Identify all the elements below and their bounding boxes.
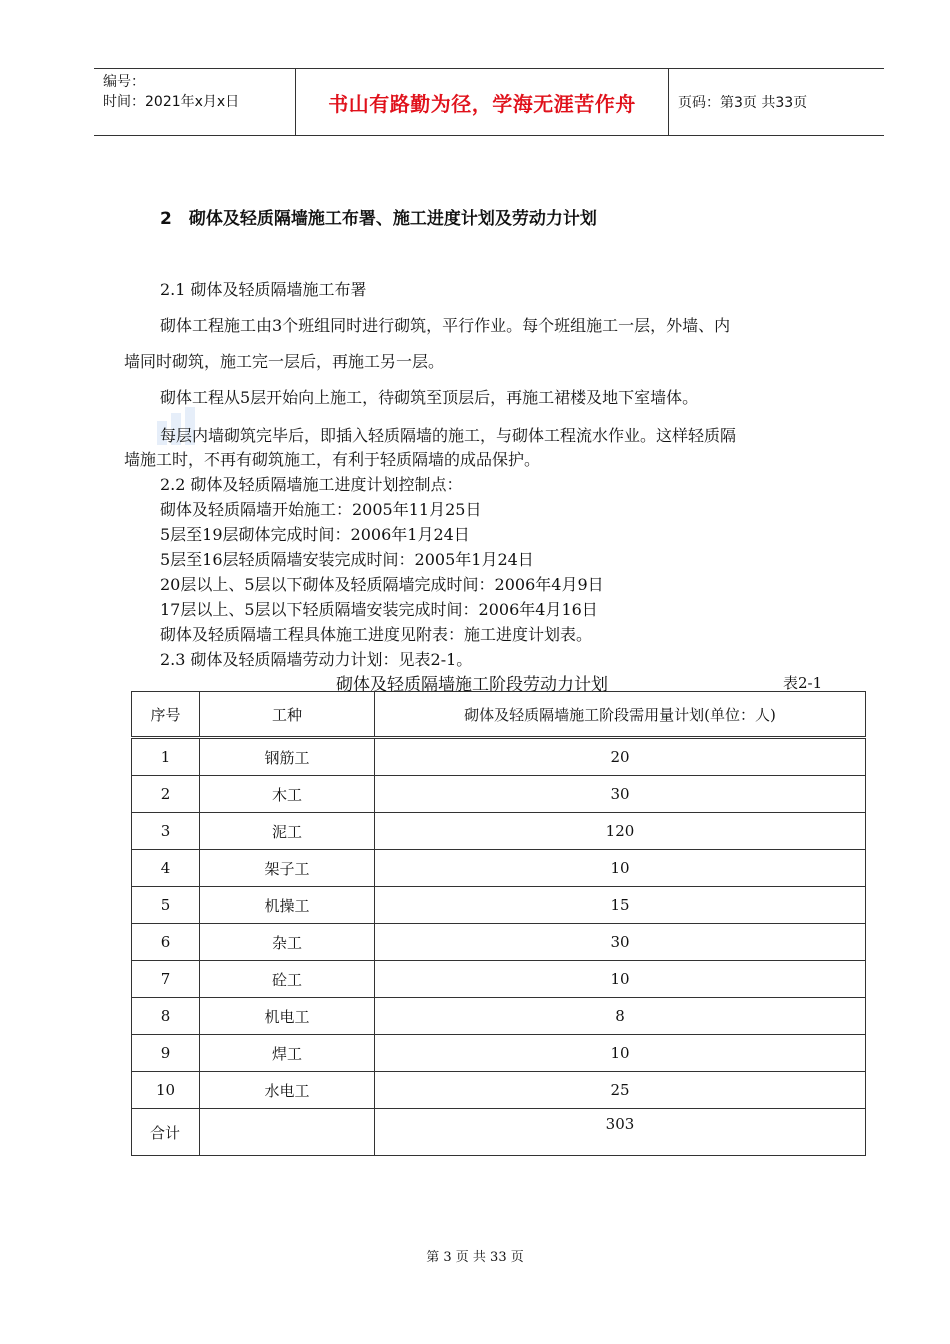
- row-index: 7: [132, 961, 200, 998]
- para1-line1: 砌体工程施工由3个班组同时进行砌筑，平行作业。每个班组施工一层，外墙、内: [160, 316, 731, 335]
- row-quantity: 120: [375, 813, 866, 850]
- page-footer: 第 3 页 共 33 页: [426, 1250, 524, 1265]
- row-index: 4: [132, 850, 200, 887]
- row-quantity: 30: [375, 776, 866, 813]
- header-motto: 书山有路勤为径，学海无涯苦作舟: [328, 92, 636, 116]
- milestone-item: 17层以上、5层以下轻质隔墙安装完成时间：2006年4月16日: [160, 600, 598, 619]
- table-total-row: [132, 1109, 866, 1156]
- row-index: 10: [132, 1072, 200, 1109]
- para2: 砌体工程从5层开始向上施工，待砌筑至顶层后，再施工裙楼及地下室墙体。: [160, 388, 699, 407]
- row-trade: 木工: [200, 776, 375, 813]
- milestone-item: 5层至19层砌体完成时间：2006年1月24日: [160, 525, 470, 544]
- milestone-item: 砌体及轻质隔墙开始施工：2005年11月25日: [160, 500, 482, 519]
- row-quantity: 25: [375, 1072, 866, 1109]
- row-trade: 焊工: [200, 1035, 375, 1072]
- para3-line1: 每层内墙砌筑完毕后，即插入轻质隔墙的施工，与砌体工程流水作业。这样轻质隔: [160, 426, 737, 445]
- milestone-item: 砌体及轻质隔墙工程具体施工进度见附表：施工进度计划表。: [160, 625, 593, 644]
- row-trade: 钢筋工: [200, 738, 375, 776]
- header-divider-right: [668, 68, 669, 135]
- subsection-2-3-title: 2.3 砌体及轻质隔墙劳动力计划：见表2-1。: [160, 650, 473, 669]
- row-trade: 砼工: [200, 961, 375, 998]
- total-empty-cell: [200, 1109, 375, 1156]
- table-row: [132, 850, 866, 887]
- table-caption: 砌体及轻质隔墙施工阶段劳动力计划: [336, 675, 608, 695]
- table-row: [132, 924, 866, 961]
- row-quantity: 20: [375, 738, 866, 776]
- subsection-2-2-title: 2.2 砌体及轻质隔墙施工进度计划控制点：: [160, 475, 463, 494]
- row-trade: 泥工: [200, 813, 375, 850]
- para3-line2: 墙施工时，不再有砌筑施工，有利于轻质隔墙的成品保护。: [124, 450, 541, 469]
- row-trade: 杂工: [200, 924, 375, 961]
- header-cell-quantity: 砌体及轻质隔墙施工阶段需用量计划(单位：人): [375, 692, 866, 738]
- table-row: [132, 1035, 866, 1072]
- header-bottom-rule: [94, 135, 884, 136]
- total-value: 303: [375, 1109, 866, 1156]
- row-index: 2: [132, 776, 200, 813]
- table-row: [132, 1072, 866, 1109]
- header-number-label: 编号：: [103, 74, 145, 90]
- section-title: 2 砌体及轻质隔墙施工布署、施工进度计划及劳动力计划: [160, 209, 597, 229]
- header-cell-index: 序号: [132, 692, 200, 738]
- row-index: 1: [132, 738, 200, 776]
- table-row: [132, 961, 866, 998]
- row-index: 8: [132, 998, 200, 1035]
- row-quantity: 30: [375, 924, 866, 961]
- labor-plan-table: [131, 691, 866, 1156]
- row-index: 6: [132, 924, 200, 961]
- table-row: [132, 738, 866, 776]
- header-meta: [103, 72, 239, 112]
- row-quantity: 10: [375, 1035, 866, 1072]
- row-trade: 机电工: [200, 998, 375, 1035]
- para1-line2: 墙同时砌筑，施工完一层后，再施工另一层。: [124, 352, 445, 371]
- table-row: [132, 813, 866, 850]
- table-number: 表2-1: [783, 674, 823, 692]
- row-index: 9: [132, 1035, 200, 1072]
- table-row: [132, 998, 866, 1035]
- row-trade: 架子工: [200, 850, 375, 887]
- header-top-rule: [94, 68, 884, 69]
- row-quantity: 15: [375, 887, 866, 924]
- table-header-row: [132, 692, 866, 738]
- row-trade: 水电工: [200, 1072, 375, 1109]
- row-quantity: 8: [375, 998, 866, 1035]
- row-index: 3: [132, 813, 200, 850]
- subsection-2-1-title: 2.1 砌体及轻质隔墙施工布署: [160, 280, 367, 299]
- header-time-label: 时间：2021年x月x日: [103, 94, 240, 110]
- row-trade: 机操工: [200, 887, 375, 924]
- milestone-item: 20层以上、5层以下砌体及轻质隔墙完成时间：2006年4月9日: [160, 575, 604, 594]
- row-quantity: 10: [375, 850, 866, 887]
- table-row: [132, 776, 866, 813]
- header-page-label: 页码：第3页 共33页: [678, 95, 808, 111]
- header-cell-trade: 工种: [200, 692, 375, 738]
- milestone-item: 5层至16层轻质隔墙安装完成时间：2005年1月24日: [160, 550, 534, 569]
- total-label: 合计: [132, 1109, 200, 1156]
- row-quantity: 10: [375, 961, 866, 998]
- table-row: [132, 887, 866, 924]
- row-index: 5: [132, 887, 200, 924]
